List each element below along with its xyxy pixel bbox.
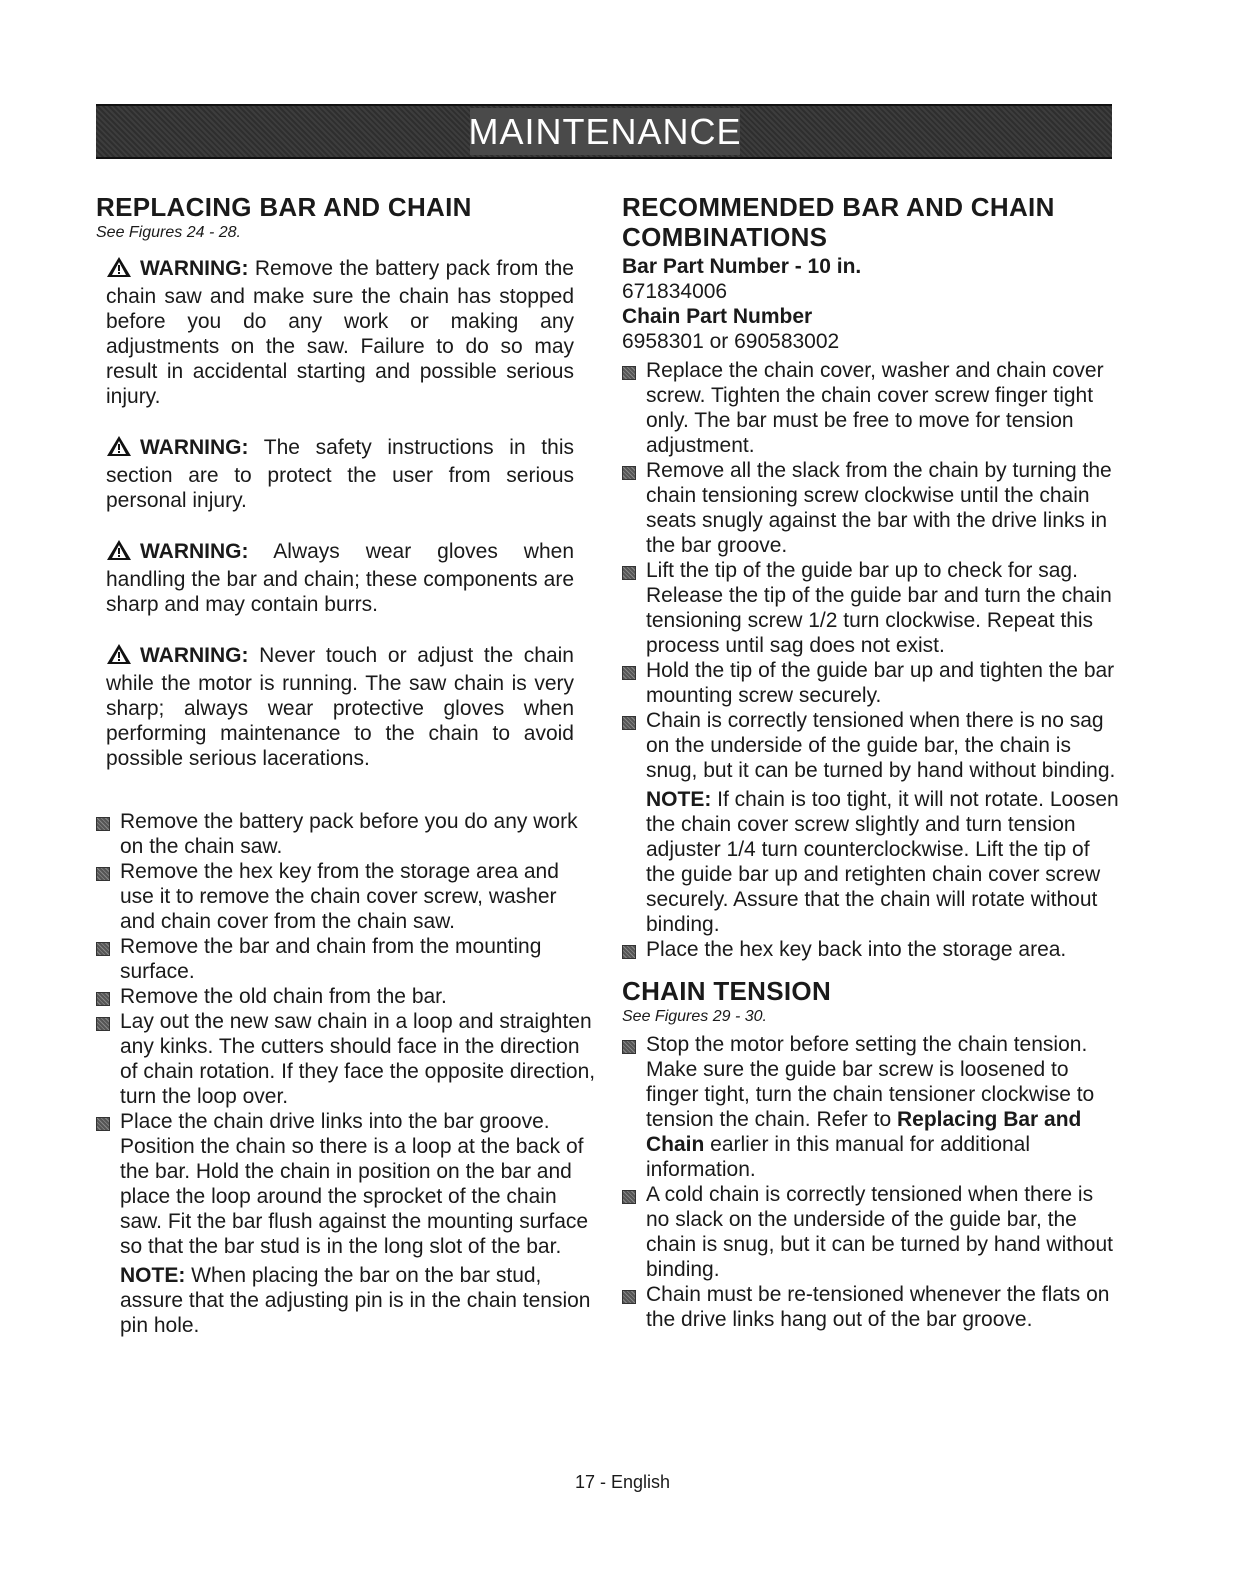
step-text: Remove the battery pack before you do any work on the chain saw. (120, 810, 578, 858)
cross-reference: Replacing Bar and Chain (646, 1108, 1082, 1156)
square-bullet-icon (96, 1017, 110, 1031)
note (646, 787, 1122, 937)
step-text: Remove the hex key from the storage area and use it to remove the chain cover screw, washer and chain cover from the chain saw. (120, 860, 559, 933)
step-text: Lay out the new saw chain in a loop and straighten any kinks. The cutters should face in the direction of chain rotation. If they face the opposite direction, turn the loop over. (120, 1010, 596, 1108)
warning-triangle-icon (106, 643, 132, 671)
banner-title: MAINTENANCE (468, 110, 742, 152)
step-text: earlier in this manual for additional information. (646, 1133, 1031, 1181)
square-bullet-icon (96, 992, 110, 1006)
note-label: NOTE: (646, 788, 712, 811)
right-column (622, 192, 1122, 1332)
warning-triangle-icon (106, 435, 132, 463)
list-item (96, 859, 596, 934)
list-item (622, 558, 1122, 658)
figures-reference: See Figures 24 - 28. (96, 224, 241, 241)
chain-part-value: 6958301 or 690583002 (622, 330, 840, 353)
step-text: Chain must be re-tensioned whenever the flats on the drive links hang out of the bar groove. (646, 1283, 1110, 1331)
square-bullet-icon (96, 1117, 110, 1131)
bar-part-label: Bar Part Number - 10 in. (622, 255, 862, 278)
square-bullet-icon (622, 716, 636, 730)
list-item (622, 708, 1122, 937)
list-item (622, 1182, 1122, 1282)
step-text: Replace the chain cover, washer and chain cover screw. Tighten the chain cover screw finger tight only. The bar must be free to move for tension adjustment. (646, 359, 1104, 457)
list-item (622, 358, 1122, 458)
replacing-heading: REPLACING BAR AND CHAIN (96, 192, 472, 222)
list-item (622, 658, 1122, 708)
recommended-heading-line2: COMBINATIONS (622, 222, 828, 252)
warning-3 (106, 539, 574, 617)
square-bullet-icon (622, 1190, 636, 1204)
warning-text: Remove the battery pack from the chain saw and make sure the chain has stopped before you do any work or making any adjustments on the saw. Failure to do so may result in accidental starting and possible serious injury. (106, 257, 574, 408)
warning-triangle-icon (106, 256, 132, 284)
tension-steps-list (622, 1032, 1122, 1332)
section-banner (96, 104, 1112, 159)
warning-2 (106, 435, 574, 513)
list-item (622, 458, 1122, 558)
list-item (622, 1282, 1122, 1332)
note (120, 1263, 596, 1338)
square-bullet-icon (622, 366, 636, 380)
warning-text: Never touch or adjust the chain while the motor is running. The saw chain is very sharp; always wear protective gloves when performing maintenance to the chain to avoid possible serious lacerations. (106, 644, 574, 770)
square-bullet-icon (622, 1040, 636, 1054)
step-text: Place the chain drive links into the bar groove. Position the chain so there is a loop at the back of the bar. Hold the chain in position on the bar and place the loop around the sprocket of the chain saw. Fit the bar flush against the mounting surface so that the bar stud is in the long slot of the bar. (120, 1110, 589, 1258)
left-column (96, 192, 596, 1338)
warning-label: WARNING: (140, 644, 249, 667)
square-bullet-icon (96, 942, 110, 956)
step-text: Place the hex key back into the storage area. (646, 938, 1067, 961)
list-item (96, 984, 596, 1009)
step-text: Stop the motor before setting the chain tension. Make sure the guide bar screw is loosened to finger tight, turn the chain tensioner clockwise to tension the chain. Refer to (646, 1033, 1095, 1131)
square-bullet-icon (622, 566, 636, 580)
recommended-steps-list (622, 358, 1122, 962)
list-item (622, 1032, 1122, 1182)
warning-label: WARNING: (140, 540, 249, 563)
warning-triangle-icon (106, 539, 132, 567)
warning-label: WARNING: (140, 436, 249, 459)
step-text: Remove all the slack from the chain by turning the chain tensioning screw clockwise until the chain seats snugly against the bar with the drive links in the bar groove. (646, 459, 1112, 557)
square-bullet-icon (96, 867, 110, 881)
warning-label: WARNING: (140, 257, 249, 280)
list-item (96, 809, 596, 859)
list-item (96, 1109, 596, 1338)
note-text: When placing the bar on the bar stud, assure that the adjusting pin is in the chain tension pin hole. (120, 1264, 591, 1337)
warning-4 (106, 643, 574, 771)
warning-1 (106, 256, 574, 409)
step-text: Lift the tip of the guide bar up to check for sag. Release the tip of the guide bar and turn the chain tensioning screw 1/2 turn clockwise. Repeat this process until sag does not exist. (646, 559, 1112, 657)
square-bullet-icon (622, 466, 636, 480)
square-bullet-icon (622, 1290, 636, 1304)
page-number: 17 - English (574, 1472, 671, 1492)
step-text: Remove the old chain from the bar. (120, 985, 447, 1008)
list-item (622, 937, 1122, 962)
chain-tension-heading: CHAIN TENSION (622, 976, 832, 1006)
chain-part-label: Chain Part Number (622, 305, 813, 328)
square-bullet-icon (96, 817, 110, 831)
replacing-steps-list (96, 809, 596, 1338)
note-label: NOTE: (120, 1264, 186, 1287)
recommended-heading-line1: RECOMMENDED BAR AND CHAIN (622, 192, 1055, 222)
list-item (96, 1009, 596, 1109)
step-text: Hold the tip of the guide bar up and tighten the bar mounting screw securely. (646, 659, 1115, 707)
square-bullet-icon (622, 945, 636, 959)
tension-figures-reference: See Figures 29 - 30. (622, 1008, 767, 1025)
warning-text: The safety instructions in this section are to protect the user from serious personal injury. (106, 436, 574, 512)
step-text: A cold chain is correctly tensioned when there is no slack on the underside of the guide bar, the chain is snug, but it can be turned by hand without binding. (646, 1183, 1113, 1281)
step-text: Chain is correctly tensioned when there is no sag on the underside of the guide bar, the chain is snug, but it can be turned by hand without binding. (646, 709, 1116, 782)
square-bullet-icon (622, 666, 636, 680)
step-text: Remove the bar and chain from the mounting surface. (120, 935, 542, 983)
note-text: If chain is too tight, it will not rotate. Loosen the chain cover screw slightly and turn tension adjuster 1/4 turn counterclockwise. Lift the tip of the guide bar up and retighten chain cover screw securely. Assure that the chain will rotate without binding. (646, 788, 1119, 936)
list-item (96, 934, 596, 984)
warning-text: Always wear gloves when handling the bar and chain; these components are sharp and may contain burrs. (106, 540, 574, 616)
bar-part-value: 671834006 (622, 280, 728, 303)
banner-title-box (470, 108, 740, 155)
